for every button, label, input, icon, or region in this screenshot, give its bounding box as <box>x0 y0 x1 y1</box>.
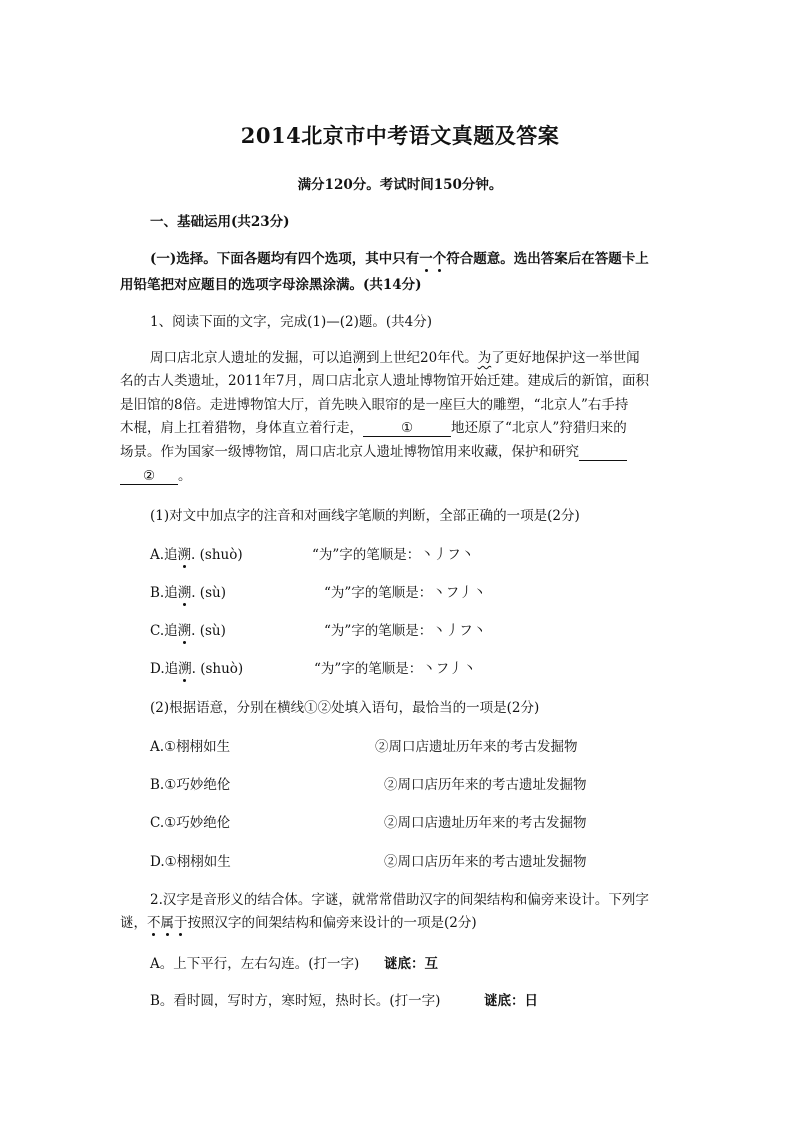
passage-line-1: 周口店北京人遗址的发掘，可以追溯到上世纪20年代。为了更好地保护这一举世闻 <box>150 350 640 366</box>
emphasis-dot-char: 溯 <box>178 661 192 677</box>
passage-line-4: 木棍，肩上扛着猎物，身体直立着行走， ① 地还原了“北京人”狩猎归来的 <box>120 420 627 436</box>
section-heading-basics: 一、基础运用(共23分) <box>150 214 290 230</box>
q1-1-option-b: B.追溯. (sù) “为”字的笔顺是：丶フ丿丶 <box>150 585 487 601</box>
q1-1-stem: (1)对文中加点字的注音和对画线字笔顺的判断，全部正确的一项是(2分) <box>150 508 580 524</box>
wavy-underlined-char: 为 <box>477 350 492 366</box>
q1-1-option-c: C.追溯. (sù) “为”字的笔顺是：丶丿フ丶 <box>150 623 487 639</box>
emphasis-dot-char: 个 <box>432 251 447 267</box>
q1-2-stem: (2)根据语意，分别在横线①②处填入语句，最恰当的一项是(2分) <box>150 700 540 716</box>
riddle-answer: 谜底：互 <box>384 956 438 972</box>
q1-intro: 1、阅读下面的文字，完成(1)—(2)题。(共4分) <box>150 314 432 330</box>
emphasis-dot-char: 于 <box>174 915 188 931</box>
part1-instructions-line2: 用铅笔把对应题目的选项字母涂黑涂满。(共14分) <box>120 277 422 293</box>
stroke-order: “为”字的笔顺是：丶フ丿丶 <box>324 585 487 601</box>
option-phrase: ②周口店历年来的考古遗址发掘物 <box>384 854 587 870</box>
q1-1-option-a: A.追溯. (shuò) “为”字的笔顺是：丶丿フ丶 <box>150 547 475 563</box>
blank-2-line <box>579 444 627 461</box>
passage-line-6: ② 。 <box>120 467 192 485</box>
stroke-order: “为”字的笔顺是：丶丿フ丶 <box>324 623 487 639</box>
q2-option-a: A。上下平行，左右勾连。(打一字) 谜底：互 <box>150 956 438 972</box>
q2-option-b: B。看时圆，写时方，寒时短，热时长。(打一字) 谜底：日 <box>150 993 538 1009</box>
q2-stem-line2: 谜，不属于按照汉字的间架结构和偏旁来设计的一项是(2分) <box>120 915 477 931</box>
page-title: 2014北京市中考语文真题及答案 <box>240 123 560 148</box>
q1-2-option-d: D.①栩栩如生 ②周口店历年来的考古遗址发掘物 <box>150 854 587 870</box>
option-phrase: ②周口店遗址历年来的考古发掘物 <box>384 815 587 831</box>
emphasis-dot-char: 溯 <box>177 585 192 601</box>
stroke-order: “为”字的笔顺是：丶フ丿丶 <box>314 661 477 677</box>
option-phrase: ②周口店遗址历年来的考古发掘物 <box>375 739 578 755</box>
q1-2-option-c: C.①巧妙绝伦 ②周口店遗址历年来的考古发掘物 <box>150 815 587 831</box>
part1-instructions-line1: (一)选择。下面各题均有四个选项，其中只有一个符合题意。选出答案后在答题卡上 <box>150 251 649 267</box>
blank-1: ① <box>363 420 451 437</box>
option-phrase: ②周口店历年来的考古遗址发掘物 <box>384 777 587 793</box>
blank-2: ② <box>120 468 178 485</box>
emphasis-dot-char: 属 <box>160 915 174 931</box>
q2-stem-line1: 2.汉字是音形义的结合体。字谜，就常常借助汉字的间架结构和偏旁来设计。下列字 <box>150 892 649 908</box>
emphasis-dot-char: 不 <box>147 915 161 931</box>
q1-1-option-d: D.追溯. (shuò) “为”字的笔顺是：丶フ丿丶 <box>150 661 477 677</box>
q1-2-option-a: A.①栩栩如生 ②周口店遗址历年来的考古发掘物 <box>150 739 578 755</box>
q1-2-option-b: B.①巧妙绝伦 ②周口店历年来的考古遗址发掘物 <box>150 777 587 793</box>
emphasis-dot-char: 一 <box>419 251 433 267</box>
passage-line-5: 场景。作为国家一级博物馆，周口店北京人遗址博物馆用来收藏，保护和研究 <box>120 443 627 461</box>
score-time-note: 满分120分。考试时间150分钟。 <box>297 177 503 193</box>
passage-line-3: 是旧馆的8倍。走进博物馆大厅，首先映入眼帘的是一座巨大的雕塑，“北京人”右手持 <box>120 397 629 413</box>
passage-line-2: 名的古人类遗址，2011年7月，周口店北京人遗址博物馆开始迁建。建成后的新馆，面积 <box>120 373 649 389</box>
emphasis-dot-char: 溯 <box>352 350 366 366</box>
riddle-answer: 谜底：日 <box>484 993 538 1009</box>
emphasis-dot-char: 溯 <box>177 547 192 563</box>
stroke-order: “为”字的笔顺是：丶丿フ丶 <box>312 547 475 563</box>
emphasis-dot-char: 溯 <box>177 623 192 639</box>
